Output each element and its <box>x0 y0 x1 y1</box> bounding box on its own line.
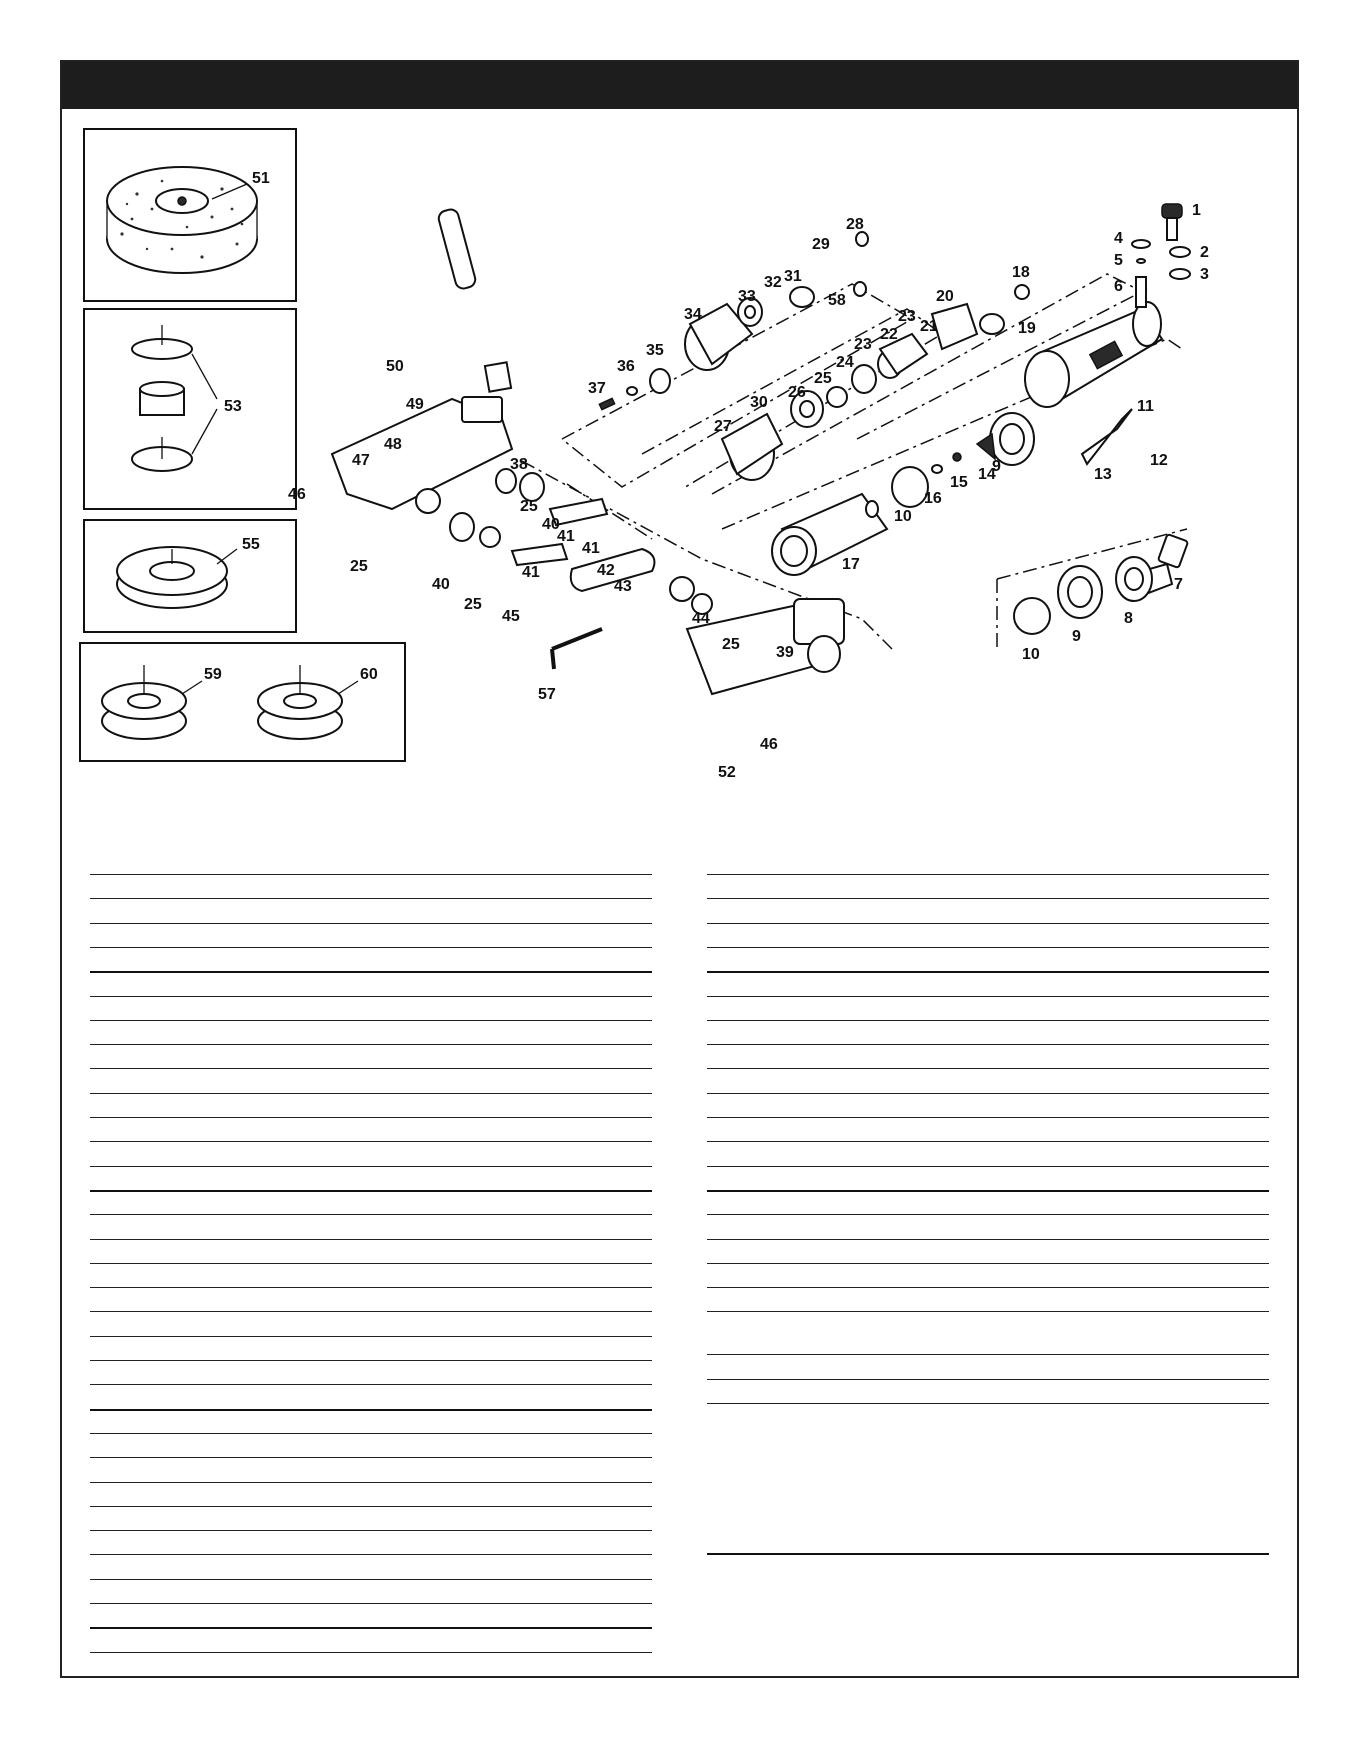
callout-50: 50 <box>386 358 404 375</box>
table-row-rule <box>707 1311 1269 1312</box>
table-row-rule <box>90 1141 652 1142</box>
table-row-rule <box>90 1652 652 1653</box>
table-row-rule <box>90 1044 652 1045</box>
spindle-assembly <box>1014 534 1188 634</box>
table-row-rule <box>90 1409 652 1411</box>
callout-28: 28 <box>846 216 864 233</box>
table-row-rule <box>90 1603 652 1604</box>
callout-33: 33 <box>738 288 756 305</box>
table-row-rule <box>707 1093 1269 1094</box>
table-row-rule <box>90 1117 652 1118</box>
motor-housing <box>1025 302 1162 464</box>
callout-9b: 9 <box>992 458 1001 475</box>
table-row-rule <box>90 1287 652 1288</box>
table-row-rule <box>707 971 1269 973</box>
inset-pads <box>80 643 405 761</box>
callout-25e: 25 <box>722 636 740 653</box>
air-inlet-parts <box>772 413 1034 575</box>
callout-5: 5 <box>1114 252 1123 269</box>
callout-38: 38 <box>510 456 528 473</box>
callout-25a: 25 <box>814 370 832 387</box>
callout-37: 37 <box>588 380 606 397</box>
table-row-rule <box>90 1579 652 1580</box>
callout-55: 55 <box>242 536 260 553</box>
table-row-rule <box>90 1214 652 1215</box>
table-row-rule <box>90 996 652 997</box>
callout-41b: 41 <box>582 540 600 557</box>
callout-47: 47 <box>352 452 370 469</box>
callout-45: 45 <box>502 608 520 625</box>
callout-34: 34 <box>684 306 702 323</box>
table-row-rule <box>90 1190 652 1192</box>
table-row-rule <box>90 1457 652 1458</box>
table-row-rule <box>90 1384 652 1385</box>
callout-59: 59 <box>204 666 222 683</box>
page-frame <box>60 60 1299 1678</box>
callout-36: 36 <box>617 358 635 375</box>
callout-41a: 41 <box>557 528 575 545</box>
callout-15: 15 <box>950 474 968 491</box>
table-row-rule <box>707 1354 1269 1355</box>
callout-39: 39 <box>776 644 794 661</box>
table-row-rule <box>90 1506 652 1507</box>
inset-adapter-set <box>84 309 296 509</box>
table-row-rule <box>90 1627 652 1629</box>
table-row-rule <box>90 1263 652 1264</box>
table-row-rule <box>90 1482 652 1483</box>
callout-29: 29 <box>812 236 830 253</box>
callout-42: 42 <box>597 562 615 579</box>
callout-16: 16 <box>924 490 942 507</box>
table-row-rule <box>707 1403 1269 1404</box>
table-row-rule <box>707 923 1269 924</box>
callout-52: 52 <box>718 764 736 781</box>
callout-44: 44 <box>692 610 710 627</box>
callout-4: 4 <box>1114 230 1123 247</box>
callout-32: 32 <box>764 274 782 291</box>
table-row-rule <box>90 1530 652 1531</box>
table-row-rule <box>707 1190 1269 1192</box>
callout-11: 11 <box>1137 398 1154 415</box>
callout-9: 9 <box>1072 628 1081 645</box>
table-row-rule <box>90 947 652 948</box>
callout-40a: 40 <box>542 516 560 533</box>
callout-23b: 23 <box>854 336 872 353</box>
table-row-rule <box>707 1141 1269 1142</box>
callout-18: 18 <box>1012 264 1030 281</box>
table-row-rule <box>707 1166 1269 1167</box>
callout-20: 20 <box>936 288 954 305</box>
exploded-parts-diagram <box>62 109 1297 889</box>
callout-19: 19 <box>1018 320 1036 337</box>
callout-58: 58 <box>828 292 846 309</box>
callout-48: 48 <box>384 436 402 453</box>
header-bar <box>62 62 1297 109</box>
table-row-rule <box>707 1379 1269 1380</box>
table-row-rule <box>707 1117 1269 1118</box>
callout-24: 24 <box>836 354 854 371</box>
inset-star-wheel <box>84 520 296 632</box>
callout-35: 35 <box>646 342 664 359</box>
callout-46b: 46 <box>760 736 778 753</box>
callout-1: 1 <box>1192 202 1201 219</box>
callout-3: 3 <box>1200 266 1209 283</box>
diagram-svg <box>62 109 1297 889</box>
callout-60: 60 <box>360 666 378 683</box>
callout-43: 43 <box>614 578 632 595</box>
callout-25d: 25 <box>520 498 538 515</box>
callout-23a: 23 <box>898 308 916 325</box>
table-row-rule <box>707 898 1269 899</box>
callout-14: 14 <box>978 466 996 483</box>
table-row-rule <box>707 1020 1269 1021</box>
table-row-rule <box>707 1068 1269 1069</box>
callout-6: 6 <box>1114 278 1123 295</box>
callout-12: 12 <box>1150 452 1168 469</box>
callout-17: 17 <box>842 556 860 573</box>
callout-46a: 46 <box>288 486 306 503</box>
callout-25c: 25 <box>464 596 482 613</box>
table-row-rule <box>90 1336 652 1337</box>
callout-41c: 41 <box>522 564 540 581</box>
table-row-rule <box>90 1166 652 1167</box>
table-row-rule <box>707 874 1269 875</box>
table-row-rule <box>90 898 652 899</box>
table-row-rule <box>90 1311 652 1312</box>
callout-21: 21 <box>920 318 938 335</box>
table-row-rule <box>707 996 1269 997</box>
table-row-rule <box>90 1360 652 1361</box>
callout-8: 8 <box>1124 610 1133 627</box>
callout-31: 31 <box>784 268 802 285</box>
callout-57: 57 <box>538 686 556 703</box>
table-row-rule <box>90 971 652 973</box>
table-row-rule <box>707 1263 1269 1264</box>
callout-49: 49 <box>406 396 424 413</box>
table-row-rule <box>90 1433 652 1434</box>
callout-30: 30 <box>750 394 768 411</box>
callout-53: 53 <box>224 398 242 415</box>
table-row-rule <box>90 1554 652 1555</box>
motor-parts <box>599 232 1029 480</box>
callout-7: 7 <box>1174 576 1183 593</box>
callout-10b: 10 <box>894 508 912 525</box>
table-row-rule <box>707 1214 1269 1215</box>
callout-26: 26 <box>788 384 806 401</box>
inset-grinding-wheel <box>84 129 296 301</box>
table-row-rule <box>90 923 652 924</box>
table-row-rule <box>90 1239 652 1240</box>
table-row-rule <box>707 947 1269 948</box>
callout-25b: 25 <box>350 558 368 575</box>
callout-22: 22 <box>880 326 898 343</box>
table-row-rule <box>707 1044 1269 1045</box>
callout-10: 10 <box>1022 646 1040 663</box>
table-row-rule <box>707 1287 1269 1288</box>
callout-27: 27 <box>714 418 732 435</box>
table-row-rule <box>707 1553 1269 1555</box>
callout-51: 51 <box>252 170 270 187</box>
callout-2: 2 <box>1200 244 1209 261</box>
table-row-rule <box>90 1068 652 1069</box>
throttle-valve <box>1132 204 1190 307</box>
table-row-rule <box>707 1239 1269 1240</box>
callout-13: 13 <box>1094 466 1112 483</box>
table-row-rule <box>90 1093 652 1094</box>
callout-40b: 40 <box>432 576 450 593</box>
table-row-rule <box>90 874 652 875</box>
table-row-rule <box>90 1020 652 1021</box>
